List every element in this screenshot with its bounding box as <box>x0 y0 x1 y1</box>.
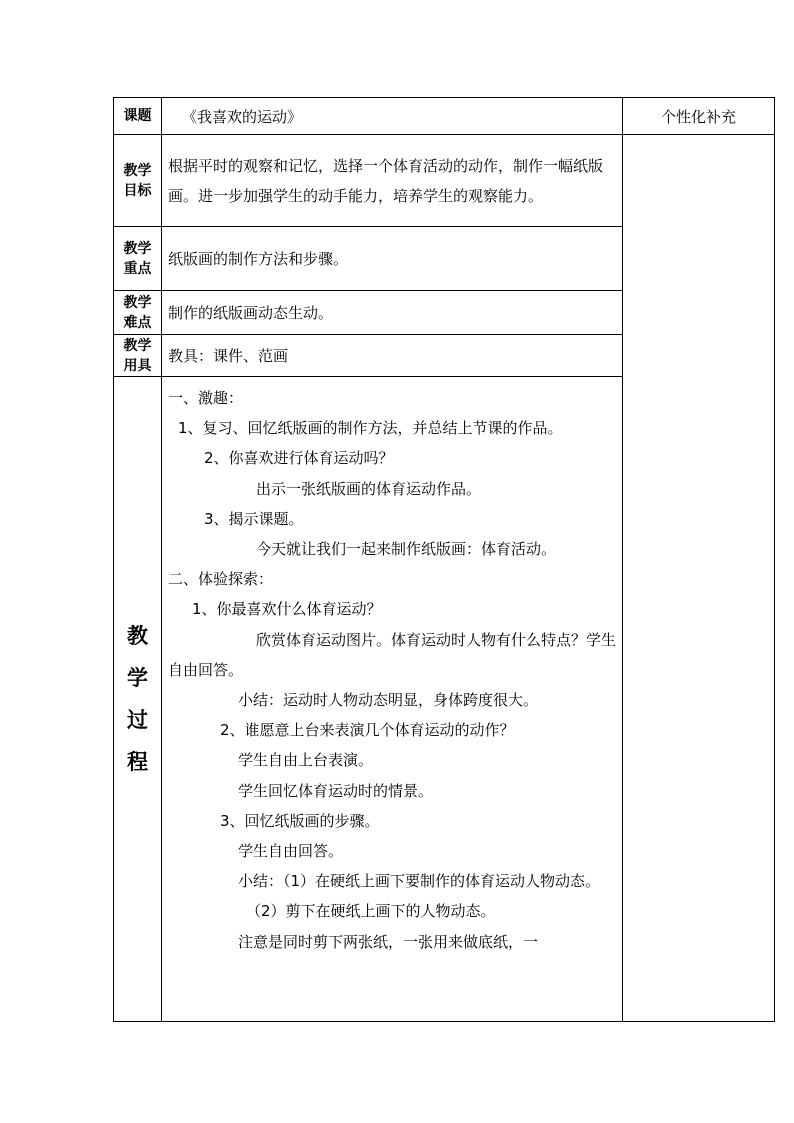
process-line: 3、揭示课题。 <box>204 509 304 528</box>
goal-label-line1: 教学 <box>123 162 152 179</box>
process-line: 2、你喜欢进行体育运动吗？ <box>204 449 394 468</box>
process-line: 学生自由回答。 <box>238 842 344 861</box>
process-line: 3、回忆纸版画的步骤。 <box>220 811 380 830</box>
teaching-process-content <box>162 377 623 1022</box>
process-line: 学生回忆体育运动时的情景。 <box>238 781 434 800</box>
process-line: 今天就让我们一起来制作纸版画：体育活动。 <box>256 540 557 559</box>
key-label-line2: 重点 <box>123 260 152 277</box>
title-label: 课题 <box>114 98 162 135</box>
teaching-difficulty-text: 制作的纸版画动态生动。 <box>162 291 623 335</box>
process-label <box>114 377 162 1022</box>
goal-row <box>114 135 775 227</box>
personalized-supplement-header: 个性化补充 <box>623 98 775 135</box>
teaching-goal-text: 根据平时的观察和记忆，选择一个体育活动的动作，制作一幅纸版画。进一步加强学生的动手能力，培养学生的观察能力。 <box>162 135 623 227</box>
process-line: 小结：（1）在硬纸上画下要制作的体育运动人物动态。 <box>238 872 601 891</box>
process-line: 出示一张纸版画的体育运动作品。 <box>256 479 482 498</box>
process-line: 小结：运动时人物动态明显，身体跨度很大。 <box>238 691 539 710</box>
process-line: 学生自由上台表演。 <box>238 751 374 770</box>
process-line: 1、你最喜欢什么体育运动？ <box>192 600 382 619</box>
process-line: 注意是同时剪下两张纸，一张用来做底纸，一 <box>238 932 539 951</box>
lesson-plan-table <box>113 97 775 1022</box>
teaching-tools-text: 教具：课件、范画 <box>162 335 623 377</box>
process-line: 1、复习、回忆纸版画的制作方法，并总结上节课的作品。 <box>178 419 563 438</box>
process-line: 一、激趣： <box>168 389 244 407</box>
process-label-char: 程 <box>127 750 148 774</box>
process-line: 二、体验探索： <box>168 570 274 589</box>
key-label <box>114 227 162 291</box>
process-line: （2）剪下在硬纸上画下的人物动态。 <box>246 902 496 921</box>
teaching-key-text: 纸版画的制作方法和步骤。 <box>162 227 623 291</box>
key-label-line1: 教学 <box>123 240 152 257</box>
difficulty-label <box>114 291 162 335</box>
process-label-char: 过 <box>127 708 148 732</box>
title-row <box>114 98 775 135</box>
difficulty-label-line1: 教学 <box>123 294 152 311</box>
process-line: 欣赏体育运动图片。体育运动时人物有什么特点？学生自由回答。 <box>168 630 617 679</box>
process-label-char: 教 <box>127 624 148 648</box>
process-label-char: 学 <box>127 666 148 690</box>
process-line: 2、谁愿意上台来表演几个体育运动的动作？ <box>220 721 515 740</box>
goal-label-line2: 目标 <box>123 182 152 199</box>
tools-label-line2: 用具 <box>123 357 152 374</box>
tools-label <box>114 335 162 377</box>
personalized-supplement-cell <box>623 135 775 1022</box>
difficulty-label-line2: 难点 <box>123 314 152 331</box>
goal-label <box>114 135 162 227</box>
tools-label-line1: 教学 <box>123 337 152 354</box>
lesson-title: 《我喜欢的运动》 <box>162 98 623 135</box>
